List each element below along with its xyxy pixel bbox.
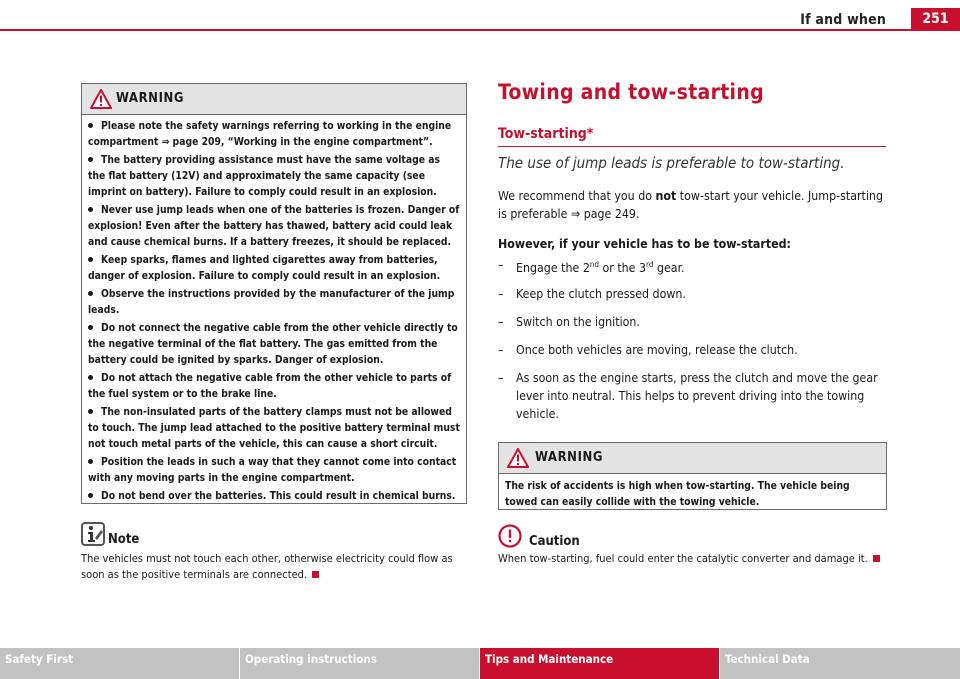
step-item: – Keep the clutch pressed down. [498, 287, 686, 301]
caution-icon [498, 524, 522, 548]
warning-item: Please note the safety warnings referring to working in the engine compartment ⇒ page 209, “Working in the engine compartment”. [88, 120, 452, 148]
section-title: Towing and tow-starting [498, 80, 764, 104]
bullet-icon [88, 207, 93, 212]
warning-item: Position the leads in such a way that they cannot come into contact with any moving parts in the engine compartment. [88, 456, 457, 484]
warning-item: Do not attach the negative cable from the other vehicle to parts of the fuel system or to the brake line. [88, 372, 452, 400]
tab-safety-first[interactable]: Safety First [0, 648, 239, 679]
bullet-icon [88, 157, 93, 162]
page-number: 251 [922, 11, 949, 27]
tab-operating-instructions[interactable]: Operating instructions [240, 648, 479, 679]
intro-paragraph: We recommend that you do not tow-start your vehicle. Jump-starting is preferable ⇒ page 249. [498, 189, 883, 221]
warning-box-header [499, 443, 886, 474]
bullet-icon [88, 257, 93, 262]
warning-item: The non-insulated parts of the battery clamps must not be allowed to touch. The jump lead attached to the positive battery terminal must not touch metal parts of the vehicle, this can cause a short circuit. [88, 406, 460, 450]
warning-label: WARNING [116, 91, 185, 106]
bullet-icon [88, 493, 93, 498]
section-subtitle: Tow-starting* [498, 126, 594, 142]
warning-item: Observe the instructions provided by the manufacturer of the jump leads. [88, 288, 455, 316]
warning-item: Do not bend over the batteries. This could result in chemical burns. [88, 488, 460, 504]
end-marker-icon [873, 555, 880, 562]
warning-box-header [82, 84, 466, 115]
warning-item: Never use jump leads when one of the batteries is frozen. Danger of explosion! Even after the battery has thawed, battery acid could leak and cause chemical burns. If a battery freezes, it should be replaced. [88, 204, 460, 248]
warning-text: The risk of accidents is high when tow-starting. The vehicle being towed can easily collide with the towing vehicle. [505, 480, 850, 508]
bullet-icon [88, 409, 93, 414]
warning-triangle-icon [507, 448, 529, 468]
jump-start-warning-box [81, 83, 467, 504]
tab-technical-data[interactable]: Technical Data [720, 648, 960, 679]
note-text: The vehicles must not touch each other, otherwise electricity could flow as soon as the positive terminals are connected. [81, 552, 453, 581]
bullet-icon [88, 123, 93, 128]
header-rule [0, 29, 960, 31]
warning-item: Do not connect the negative cable from the other vehicle directly to the negative terminal of the flat battery. The gas emitted from the battery could be ignited by sparks. Danger of explosion. [88, 322, 458, 366]
warning-text-block [499, 478, 886, 510]
tow-start-warning-box [498, 442, 887, 510]
warning-label: WARNING [535, 450, 604, 465]
bullet-icon [88, 459, 93, 464]
warning-list [82, 118, 466, 504]
running-header-title: If and when [800, 12, 886, 28]
bullet-icon [88, 291, 93, 296]
end-marker-icon [312, 571, 319, 578]
chapter-nav [0, 648, 960, 679]
warning-item: The battery providing assistance must have the same voltage as the flat battery (12V) and approximately the same capacity (see imprint on battery). Failure to comply could result in an explosion. [88, 154, 440, 198]
step-item: – As soon as the engine starts, press the clutch and move the gear lever into neutral. This helps to prevent driving into the towing vehicle. [498, 371, 878, 421]
warning-triangle-icon [90, 89, 112, 109]
warning-item: Keep sparks, flames and lighted cigarettes away from batteries, danger of explosion. Failure to comply could result in an explosion. [88, 254, 441, 282]
step-item: – Once both vehicles are moving, release the clutch. [498, 343, 798, 357]
subtitle-rule [498, 146, 886, 147]
steps-heading: However, if your vehicle has to be tow-started: [498, 237, 791, 251]
section-intro: The use of jump leads is preferable to tow-starting. [498, 154, 845, 172]
step-item: – Switch on the ignition. [498, 315, 640, 329]
page-number-box [911, 8, 960, 30]
caution-heading: Caution [529, 534, 580, 549]
note-heading: Note [108, 532, 140, 547]
note-icon [81, 522, 105, 546]
step-item: – Engage the 2nd or the 3rd gear. [498, 258, 685, 276]
bullet-icon [88, 325, 93, 330]
caution-text: When tow-starting, fuel could enter the catalytic converter and damage it. [498, 551, 890, 567]
bullet-icon [88, 375, 93, 380]
tab-tips-and-maintenance[interactable]: Tips and Maintenance [480, 648, 719, 679]
